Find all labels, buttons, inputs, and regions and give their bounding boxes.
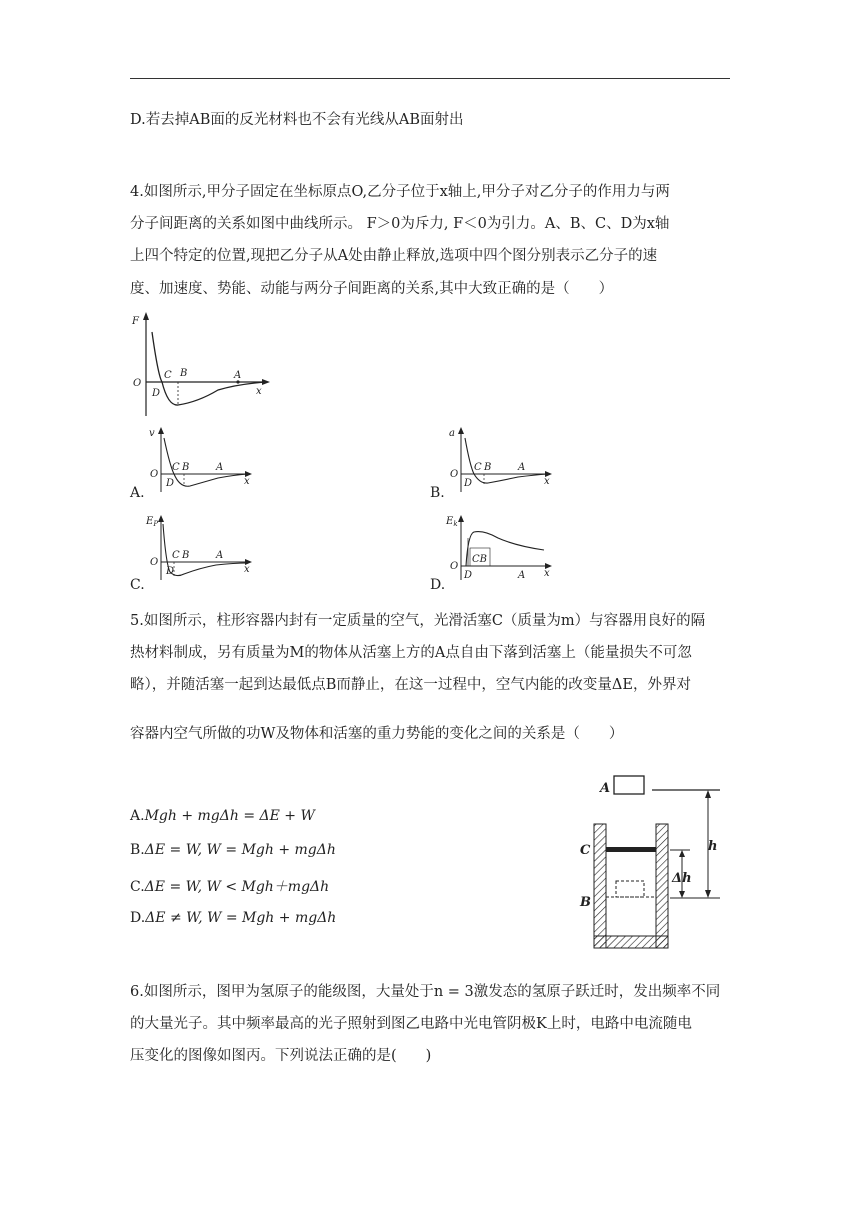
figure-label-B: B [580, 895, 591, 910]
q4-force-graph [128, 310, 278, 420]
svg-text:x: x [244, 476, 250, 487]
graph-label-O: O [133, 378, 142, 389]
q5-option-b[interactable]: B.ΔE = W, W = Mgh + mgΔh [130, 842, 336, 858]
header-rule [130, 78, 730, 79]
option-b-axis-label: a [449, 428, 455, 439]
svg-text:CB: CB [472, 554, 487, 565]
figure-label-C: C [580, 843, 591, 858]
svg-text:A: A [216, 550, 224, 561]
figure-label-A: A [600, 781, 611, 796]
graph-label-x: x [256, 386, 262, 397]
q5-container-figure [572, 770, 732, 955]
q4-option-d-graph [444, 514, 564, 584]
svg-text:C: C [474, 462, 482, 473]
figure-label-h: h [708, 839, 718, 854]
q4-line-4: 度、加速度、势能、动能与两分子间距离的关系,其中大致正确的是（ ） [130, 281, 614, 297]
q4-line-3: 上四个特定的位置,现把乙分子从A处由静止释放,选项中四个图分别表示乙分子的速 [130, 248, 658, 264]
q5-option-d[interactable]: D.ΔE ≠ W, W = Mgh + mgΔh [130, 910, 337, 926]
svg-text:A: A [518, 462, 526, 473]
graph-label-C: C [164, 370, 172, 381]
q6-line-2: 的大量光子。其中频率最高的光子照射到图乙电路中光电管阴极K上时，电路中电流随电 [130, 1016, 692, 1032]
q4-option-d-label[interactable]: D. [430, 577, 446, 593]
q4-line-1: 4.如图所示,甲分子固定在坐标原点O,乙分子位于x轴上,甲分子对乙分子的作用力与两 [130, 184, 670, 200]
svg-text:A: A [216, 462, 224, 473]
svg-text:D: D [166, 478, 175, 489]
svg-text:O: O [450, 469, 459, 480]
graph-label-D: D [152, 388, 161, 399]
svg-text:D: D [166, 566, 175, 577]
svg-text:D: D [464, 570, 473, 581]
svg-text:x: x [544, 568, 550, 579]
q5-option-a[interactable]: A.Mgh + mgΔh = ΔE + W [130, 808, 315, 824]
svg-text:A: A [518, 570, 526, 581]
svg-text:x: x [544, 476, 550, 487]
q4-option-c-label[interactable]: C. [130, 577, 145, 593]
graph-label-F: F [132, 316, 139, 327]
q3-option-d: D.若去掉AB面的反光材料也不会有光线从AB面射出 [130, 112, 464, 128]
option-a-axis-label: v [149, 428, 155, 439]
q4-option-b-graph [444, 426, 564, 496]
svg-text:O: O [150, 557, 159, 568]
q4-option-b-label[interactable]: B. [430, 485, 445, 501]
graph-label-A: A [234, 370, 242, 381]
q5-line-1: 5.如图所示，柱形容器内封有一定质量的空气，光滑活塞C（质量为m）与容器用良好的隔 [130, 613, 706, 629]
svg-text:B: B [182, 462, 190, 473]
q5-option-c[interactable]: C.ΔE = W, W < Mgh＋mgΔh [130, 879, 330, 895]
q4-option-a-graph [144, 426, 264, 496]
q6-line-3: 压变化的图像如图丙。下列说法正确的是( ) [130, 1048, 432, 1064]
q6-line-1: 6.如图所示，图甲为氢原子的能级图，大量处于n = 3激发态的氢原子跃迁时，发出频率不同 [130, 984, 721, 1000]
q4-option-a-label[interactable]: A. [130, 485, 145, 501]
svg-text:B: B [182, 550, 190, 561]
svg-text:O: O [150, 469, 159, 480]
q5-line-3: 略），并随活塞一起到达最低点B而静止，在这一过程中，空气内能的改变量ΔE，外界对 [130, 677, 691, 693]
graph-label-B: B [180, 368, 188, 379]
q4-line-2: 分子间距离的关系如图中曲线所示。 F＞0为斥力, F＜0为引力。A、B、C、D为x轴 [130, 216, 670, 232]
q4-option-c-graph [144, 514, 264, 584]
svg-text:D: D [464, 478, 473, 489]
svg-text:x: x [244, 564, 250, 575]
svg-text:B: B [484, 462, 492, 473]
svg-text:C: C [172, 550, 180, 561]
svg-text:O: O [450, 561, 459, 572]
svg-text:C: C [172, 462, 180, 473]
q5-line-2: 热材料制成，另有质量为M的物体从活塞上方的A点自由下落到活塞上（能量损失不可忽 [130, 645, 692, 661]
q5-line-4: 容器内空气所做的功W及物体和活塞的重力势能的变化之间的关系是（ ） [130, 726, 624, 742]
option-c-axis-label: $E_P$ [146, 516, 159, 528]
option-d-axis-label: $E_k$ [446, 516, 458, 528]
figure-label-dh: Δh [672, 871, 692, 886]
